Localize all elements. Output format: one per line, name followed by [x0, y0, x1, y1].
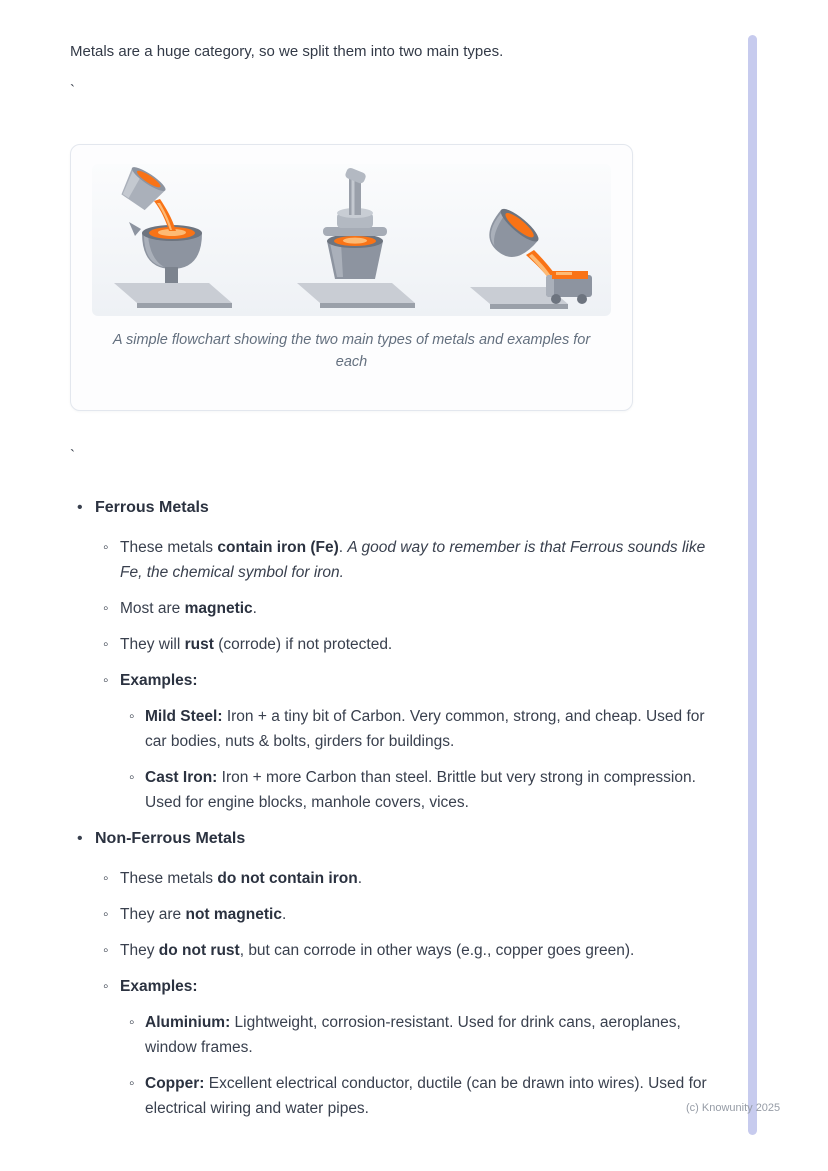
bullet-circle-icon: ◦ [129, 1014, 135, 1031]
list-item-ferrous-heading [70, 495, 722, 520]
text-segment: Aluminium: [145, 1014, 231, 1031]
text-segment: A good way to remember is that Ferrous sounds like Fe, the chemical symbol for iron. [120, 539, 706, 581]
text-segment: Excellent electrical conductor, ductile (can be drawn into wires). Used for electrical wiring and water pipes. [145, 1075, 707, 1117]
bullet-circle-icon: ◦ [103, 600, 109, 617]
list-item [70, 535, 722, 585]
list-item-text [145, 1010, 722, 1060]
stray-backtick-top: ` [70, 82, 75, 99]
list-item-text [145, 1071, 722, 1121]
tilt-pour-illustration [470, 204, 592, 309]
list-item-text [120, 535, 722, 585]
list-item [70, 765, 722, 815]
bullet-circle-icon: ◦ [129, 769, 135, 786]
text-segment: Most are [120, 600, 185, 617]
ladle-pour-illustration [114, 165, 232, 308]
text-segment: . [281, 906, 287, 923]
bullet-circle-icon: ◦ [103, 978, 109, 995]
list-item-nonferrous-heading [70, 826, 722, 851]
text-segment: Iron + a tiny bit of Carbon. Very common, strong, and cheap. Used for car bodies, nuts & bolts, girders for buildings. [145, 708, 705, 750]
list-item [70, 1071, 722, 1121]
text-segment: magnetic [184, 600, 253, 617]
text-segment: Copper: [145, 1075, 205, 1092]
text-segment: They [120, 942, 159, 959]
list-item-text [120, 596, 722, 621]
nonferrous-heading: Non-Ferrous Metals [95, 830, 246, 847]
text-segment: Mild Steel: [145, 708, 223, 725]
list-item-text [120, 902, 722, 927]
text-segment: do not contain iron [217, 870, 358, 887]
figure-caption: A simple flowchart showing the two main types of metals and examples for each [112, 332, 591, 371]
list-item [70, 704, 722, 754]
list-item-examples [70, 974, 722, 999]
bullet-circle-icon: ◦ [103, 942, 109, 959]
text-segment: Examples: [120, 672, 198, 689]
list-item-text [120, 866, 722, 891]
die-cast-machine-illustration [297, 167, 415, 308]
figure-card [70, 144, 633, 411]
metal-types-list [70, 489, 722, 1132]
text-segment: . [357, 870, 363, 887]
stray-backtick-middle: ` [70, 447, 75, 464]
list-item-text [120, 974, 722, 999]
text-segment: not magnetic [185, 906, 282, 923]
bullet-circle-icon: ◦ [103, 539, 109, 556]
text-segment: They will [120, 636, 185, 653]
list-item-text [145, 765, 722, 815]
list-item-text [145, 704, 722, 754]
text-segment: . [252, 600, 257, 617]
list-item [70, 632, 722, 657]
bullet-circle-icon: ◦ [129, 708, 135, 725]
text-segment: Examples: [120, 978, 198, 995]
list-item [70, 938, 722, 963]
list-item [70, 866, 722, 891]
copyright-notice: (c) Knowunity 2025 [686, 1102, 781, 1114]
text-segment: , but can corrode in other ways (e.g., copper goes green). [239, 942, 635, 959]
bullet-circle-icon: ◦ [103, 672, 109, 689]
text-segment: These metals [120, 870, 218, 887]
list-item [70, 902, 722, 927]
scrollbar[interactable] [748, 35, 757, 1135]
bullet-circle-icon: ◦ [103, 636, 109, 653]
list-item [70, 596, 722, 621]
intro-paragraph: Metals are a huge category, so we split them into two main types. [70, 43, 504, 60]
text-segment: rust [184, 636, 214, 653]
bullet-disc-icon: • [77, 830, 83, 847]
bullet-circle-icon: ◦ [103, 906, 109, 923]
casting-illustrations [92, 165, 611, 315]
text-segment: (corrode) if not protected. [213, 636, 393, 653]
text-segment: do not rust [158, 942, 240, 959]
list-item-text [120, 938, 722, 963]
list-item-examples [70, 668, 722, 693]
bullet-circle-icon: ◦ [103, 870, 109, 887]
bullet-disc-icon: • [77, 499, 83, 516]
bullet-circle-icon: ◦ [129, 1075, 135, 1092]
list-item-text [120, 632, 722, 657]
text-segment: Iron + more Carbon than steel. Brittle but very strong in compression. Used for engine blocks, manhole covers, vices. [145, 769, 696, 811]
list-item [70, 1010, 722, 1060]
ferrous-heading: Ferrous Metals [95, 499, 209, 516]
text-segment: These metals [120, 539, 218, 556]
text-segment: Lightweight, corrosion-resistant. Used for drink cans, aeroplanes, window frames. [145, 1014, 681, 1056]
metal-casting-image [92, 164, 611, 316]
text-segment: They are [120, 906, 186, 923]
text-segment: . [338, 539, 348, 556]
text-segment: contain iron (Fe) [217, 539, 339, 556]
list-item-text [120, 668, 722, 693]
text-segment: Cast Iron: [145, 769, 218, 786]
